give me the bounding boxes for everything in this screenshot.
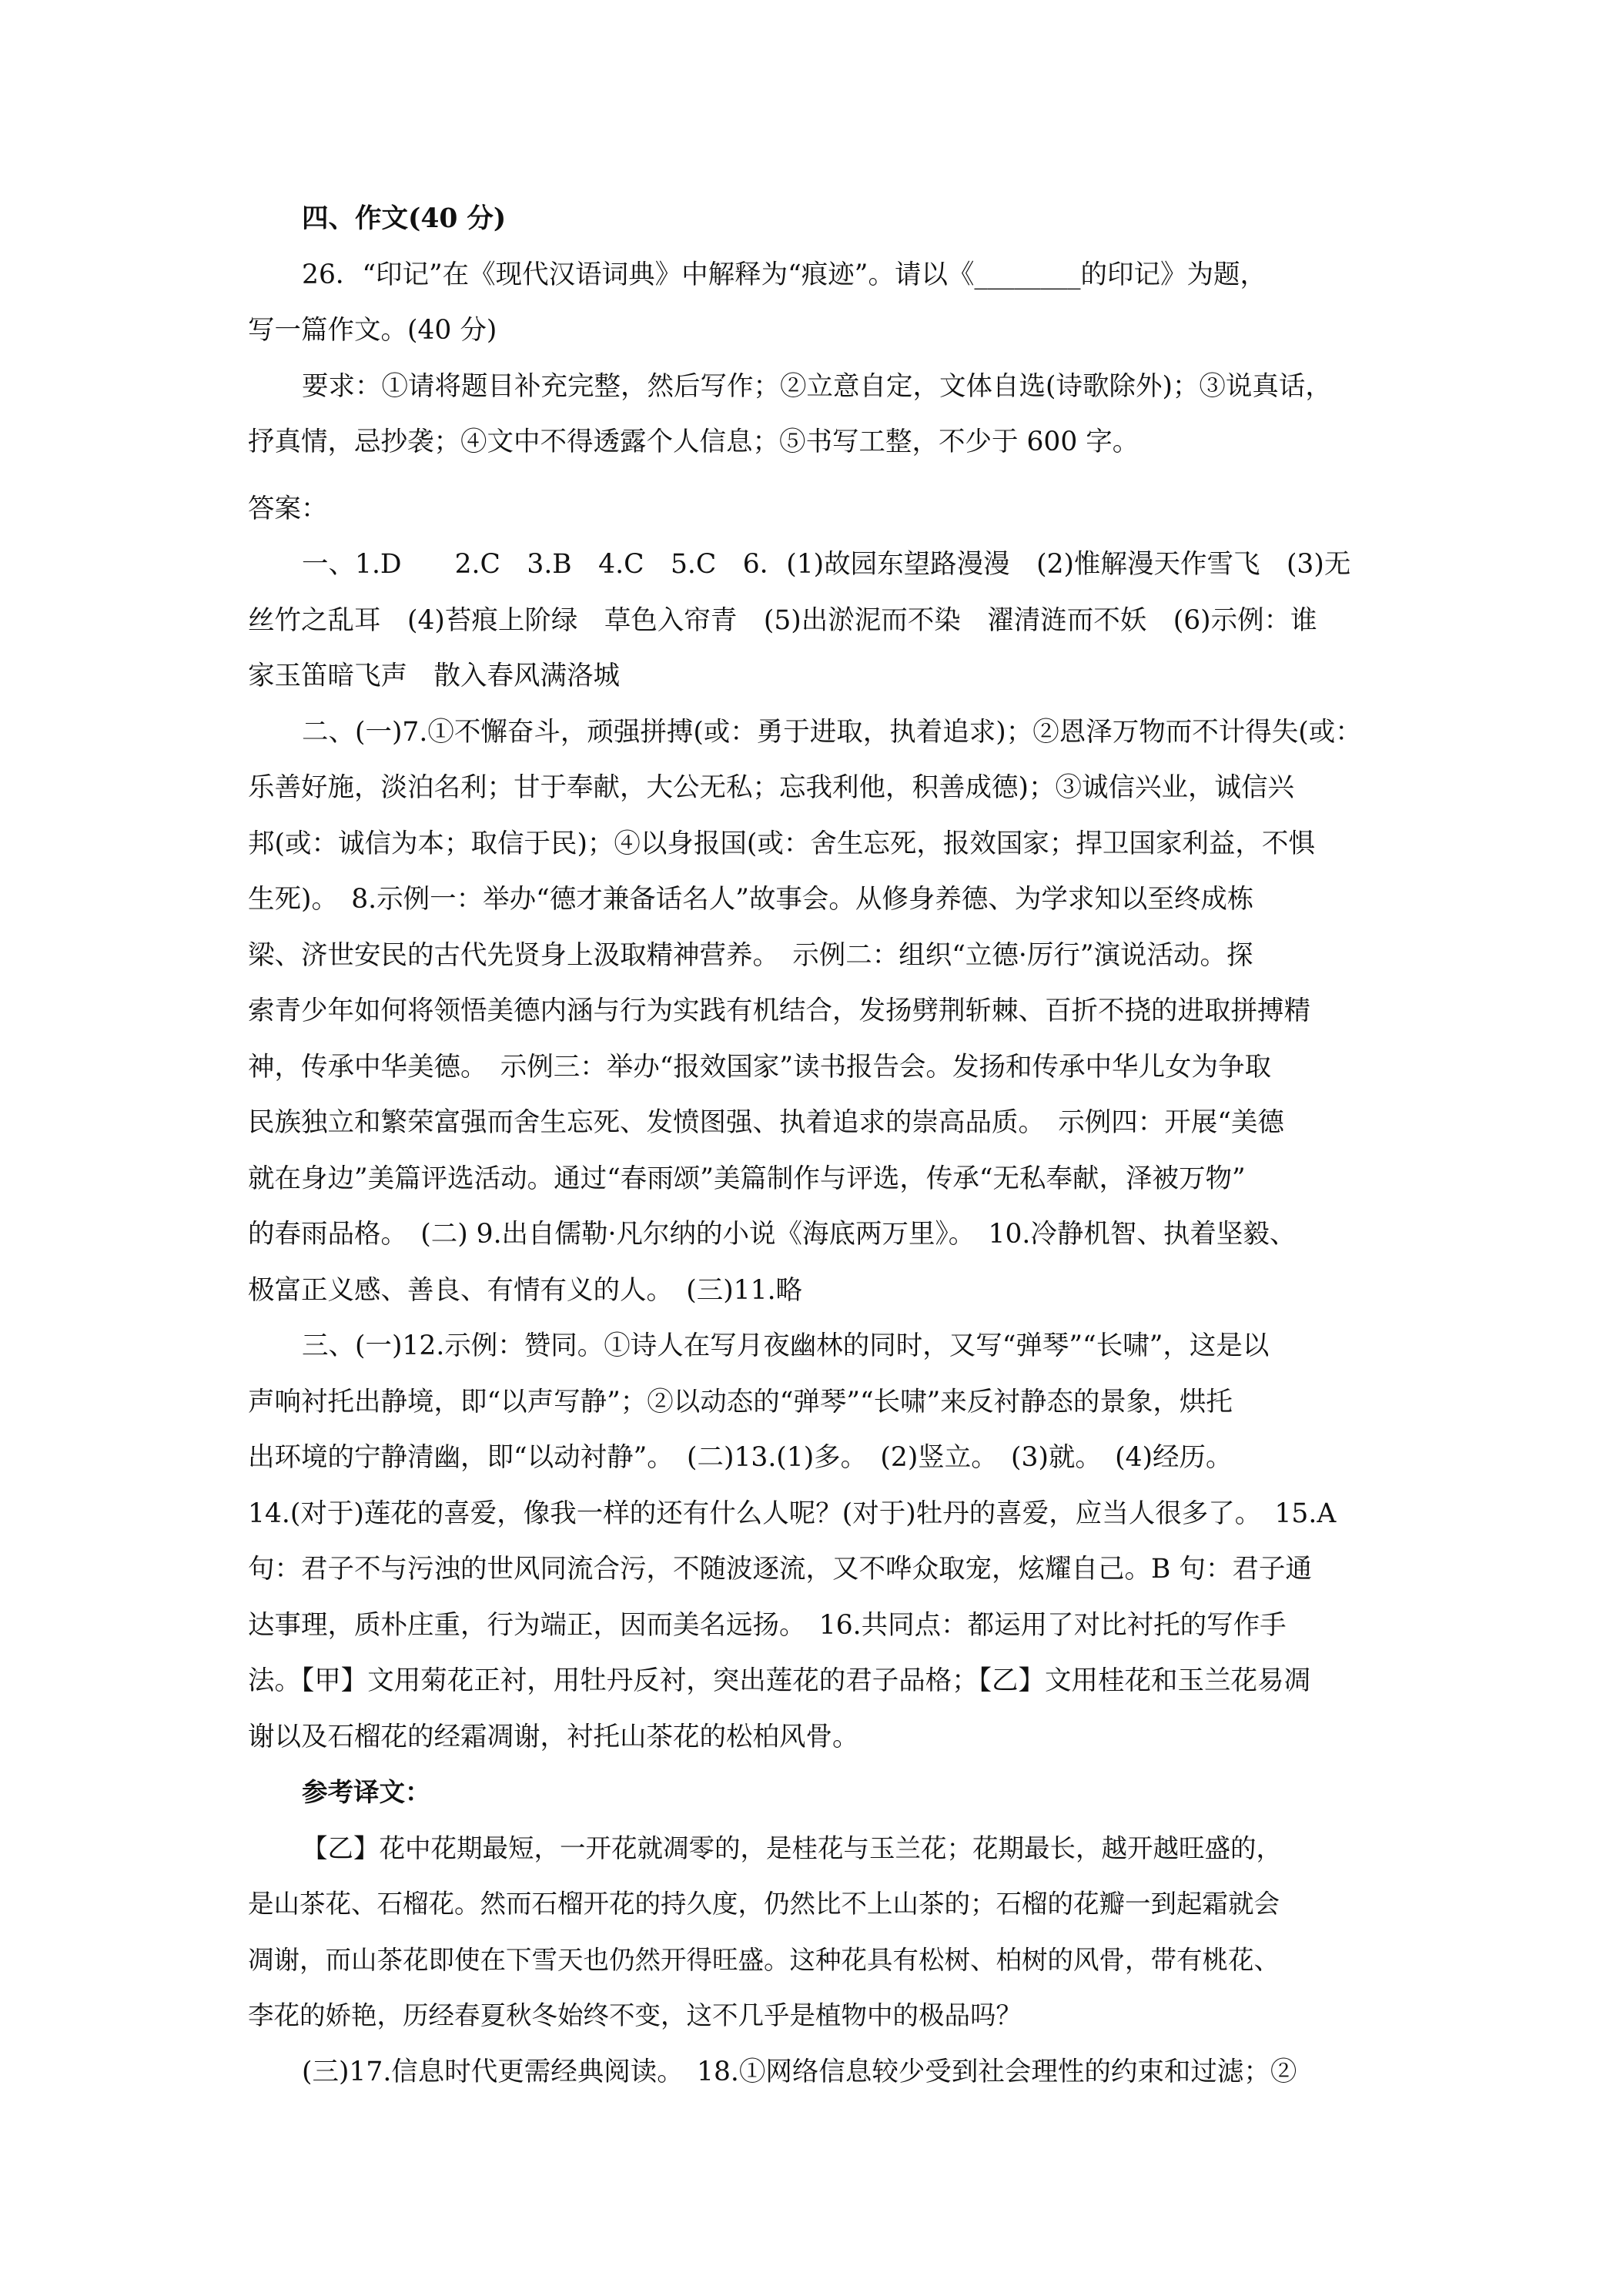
- answer-part2-line: 邦(或：诚信为本；取信于民)；④以身报国(或：舍生忘死，报效国家；捍卫国家利益，不惧: [248, 828, 1315, 859]
- essay-section-heading: 四、作文(40 分): [302, 203, 507, 234]
- answer-part3-line: 法。【甲】文用菊花正衬，用牡丹反衬，突出莲花的君子品格；【乙】文用桂花和玉兰花易凋: [248, 1665, 1310, 1696]
- answer-part2-line: 就在身边”美篇评选活动。通过“春雨颂”美篇制作与评选，传承“无私奉献，泽被万物”: [248, 1163, 1246, 1194]
- essay-requirement-line: 抒真情，忌抄袭；④文中不得透露个人信息；⑤书写工整，不少于 600 字。: [248, 427, 1139, 457]
- answer-part1-line: 一、1.D 2.C 3.B 4.C 5.C 6．(1)故园东望路漫漫 (2)惟解漫天作雪飞 (3)无: [302, 549, 1351, 580]
- reference-translation-line: 李花的娇艳，历经春夏秋冬始终不变，这不几乎是植物中的极品吗？: [248, 2000, 1022, 2030]
- answer-part4-line: (三)17.信息时代更需经典阅读。 18.①网络信息较少受到社会理性的约束和过滤；②: [302, 2056, 1297, 2087]
- answer-part3-line: 三、(一)12.示例：赞同。①诗人在写月夜幽林的同时，又写“弹琴”“长啸”，这是以: [302, 1330, 1270, 1361]
- answer-part3-line: 谢以及石榴花的经霜凋谢，衬托山茶花的松柏风骨。: [248, 1721, 859, 1752]
- answer-part1-line: 家玉笛暗飞声 散入春风满洛城: [248, 661, 620, 691]
- answer-part2-line: 极富正义感、善良、有情有义的人。 (三)11.略: [248, 1274, 803, 1306]
- answer-part3-line: 出环境的宁静清幽，即“以动衬静”。 (二)13.(1)多。 (2)竖立。 (3)就。 (4)经历。: [248, 1442, 1233, 1473]
- answer-part2-line: 乐善好施，淡泊名利；甘于奉献，大公无私；忘我利他，积善成德)；③诚信兴业，诚信兴: [248, 772, 1294, 803]
- essay-prompt-line: 写一篇作文。(40 分): [248, 315, 497, 346]
- answer-part2-line: 的春雨品格。 (二) 9.出自儒勒·凡尔纳的小说《海底两万里》。 10.冷静机智、执着坚毅、: [248, 1219, 1297, 1250]
- essay-prompt-line: 26．“印记”在《现代汉语词典》中解释为“痕迹”。请以《________的印记》为题，: [302, 259, 1267, 290]
- answers-label: 答案：: [248, 493, 328, 524]
- reference-translation-line: 凋谢，而山茶花即使在下雪天也仍然开得旺盛。这种花具有松树、柏树的风骨，带有桃花、: [248, 1944, 1280, 1975]
- answer-part3-line: 达事理，质朴庄重，行为端正，因而美名远扬。 16.共同点：都运用了对比衬托的写作手: [248, 1609, 1287, 1641]
- document-page: [248, 191, 1381, 2100]
- reference-translation: [248, 1765, 1381, 2044]
- reference-translation-line: 【乙】花中花期最短，一开花就凋零的，是桂花与玉兰花；花期最长，越开越旺盛的，: [302, 1832, 1282, 1863]
- answer-part2-line: 二、(一)7.①不懈奋斗，顽强拼搏(或：勇于进取，执着追求)；②恩泽万物而不计得失(或：: [302, 716, 1362, 748]
- answer-part3-line: 句：君子不与污浊的世风同流合污，不随波逐流，又不哗众取宠，炫耀自己。B 句：君子通: [248, 1554, 1312, 1585]
- answer-part2-line: 生死)。 8.示例一：举办“德才兼备话名人”故事会。从修身养德、为学求知以至终成栋: [248, 884, 1254, 915]
- answer-part2-line: 神，传承中华美德。 示例三：举办“报效国家”读书报告会。发扬和传承中华儿女为争取: [248, 1051, 1272, 1083]
- answer-part2-line: 梁、济世安民的古代先贤身上汲取精神营养。 示例二：组织“立德·厉行”演说活动。探: [248, 939, 1253, 971]
- answer-part2-line: 民族独立和繁荣富强而舍生忘死、发愤图强、执着追求的崇高品质。 示例四：开展“美德: [248, 1107, 1284, 1138]
- answer-part3-line: 14.(对于)莲花的喜爱，像我一样的还有什么人呢？(对于)牡丹的喜爱，应当人很多了。 15.A: [248, 1498, 1337, 1529]
- reference-translation-heading: 参考译文：: [302, 1777, 431, 1807]
- reference-translation-line: 是山茶花、石榴花。然而石榴开花的持久度，仍然比不上山茶的；石榴的花瓣一到起霜就会: [248, 1889, 1280, 1919]
- essay-requirement-line: 要求：①请将题目补充完整，然后写作；②立意自定，文体自选(诗歌除外)；③说真话，: [302, 370, 1332, 402]
- answer-part3-line: 声响衬托出静境，即“以声写静”；②以动态的“弹琴”“长啸”来反衬静态的景象，烘托: [248, 1386, 1233, 1417]
- answer-part2-line: 索青少年如何将领悟美德内涵与行为实践有机结合，发扬劈荆斩棘、百折不挠的进取拼搏精: [248, 996, 1310, 1026]
- answer-part1-line: 丝竹之乱耳 (4)苔痕上阶绿 草色入帘青 (5)出淤泥而不染 濯清涟而不妖 (6)示例：谁: [248, 604, 1317, 636]
